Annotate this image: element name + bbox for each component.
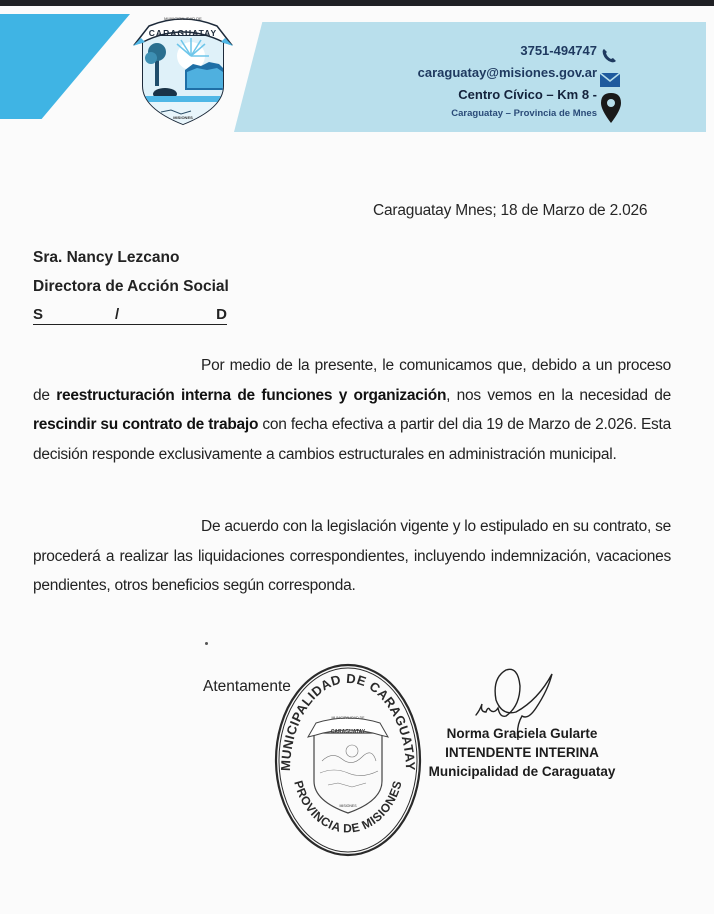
logo-top-text: MUNICIPALIDAD DE [164,16,202,21]
seal-inner-banner: CARAGUATAY [330,729,366,735]
recipient-block [33,248,229,306]
p1-text-1: Por medio de la presente, le comunicamos que, debido a un proceso de [33,357,671,404]
seal-inner-top: MUNICIPALIDAD DE [331,716,365,720]
recipient-name: Sra. Nancy Lezcano [33,249,180,266]
seal-outer-top-text: MUNICIPALIDAD DE CARAGUATAY [277,670,419,772]
municipal-coat-of-arms-logo [131,8,235,130]
envelope-icon [600,73,620,87]
seal-outer-bottom-text: PROVINCIA DE MISIONES [291,778,405,836]
seal-inner-bottom: MISIONES [339,804,357,808]
signatory-name: Norma Graciela Gularte [446,726,598,741]
letter-date: Caraguatay Mnes; 18 de Marzo de 2.026 [373,202,648,219]
map-pin-icon [601,93,621,123]
top-dark-strip [0,0,714,6]
logo-bottom-text: MISIONES [173,115,193,120]
logo-banner-text: CARAGUATAY [148,28,218,38]
letterhead-band-left [0,14,130,119]
closing-salutation: Atentamente [203,678,291,695]
contact-email: caraguatay@misiones.gov.ar [417,65,597,80]
body-paragraph-2 [33,512,671,601]
signatory-block [427,724,617,781]
stray-dot [205,642,208,645]
sd-s: S [33,306,44,323]
p1-text-3: con fecha efectiva a partir del dia 19 de Marzo de 2.026. Esta decisión responde exclusivamente a cambios estructurales en administración municipal. [33,416,671,463]
contact-address-line1: Centro Cívico – Km 8 - [458,87,597,102]
sd-d: D [216,306,227,323]
phone-icon [601,48,617,64]
body-paragraph-1 [33,351,671,469]
official-seal-stamp [272,661,424,859]
p1-bold-2: rescindir su contrato de trabajo [33,416,259,433]
signatory-role: INTENDENTE INTERINA [445,745,599,760]
recipient-title: Directora de Acción Social [33,278,229,295]
contact-address-line2: Caraguatay – Provincia de Mnes [451,108,597,119]
signatory-org: Municipalidad de Caraguatay [428,764,616,779]
contact-info [418,40,597,122]
sd-line [33,306,227,325]
p1-bold-1: reestructuración interna de funciones y organización [56,386,447,404]
contact-phone: 3751-494747 [520,43,597,58]
p2-text: De acuerdo con la legislación vigente y lo estipulado en su contrato, se procederá a realizar las liquidaciones correspondientes, incluyendo indemnización, vacaciones pendientes, otros beneficios según corresponda. [33,518,671,594]
sd-slash: / [115,306,120,323]
p1-text-2: , nos vemos en la necesidad de [446,386,671,404]
